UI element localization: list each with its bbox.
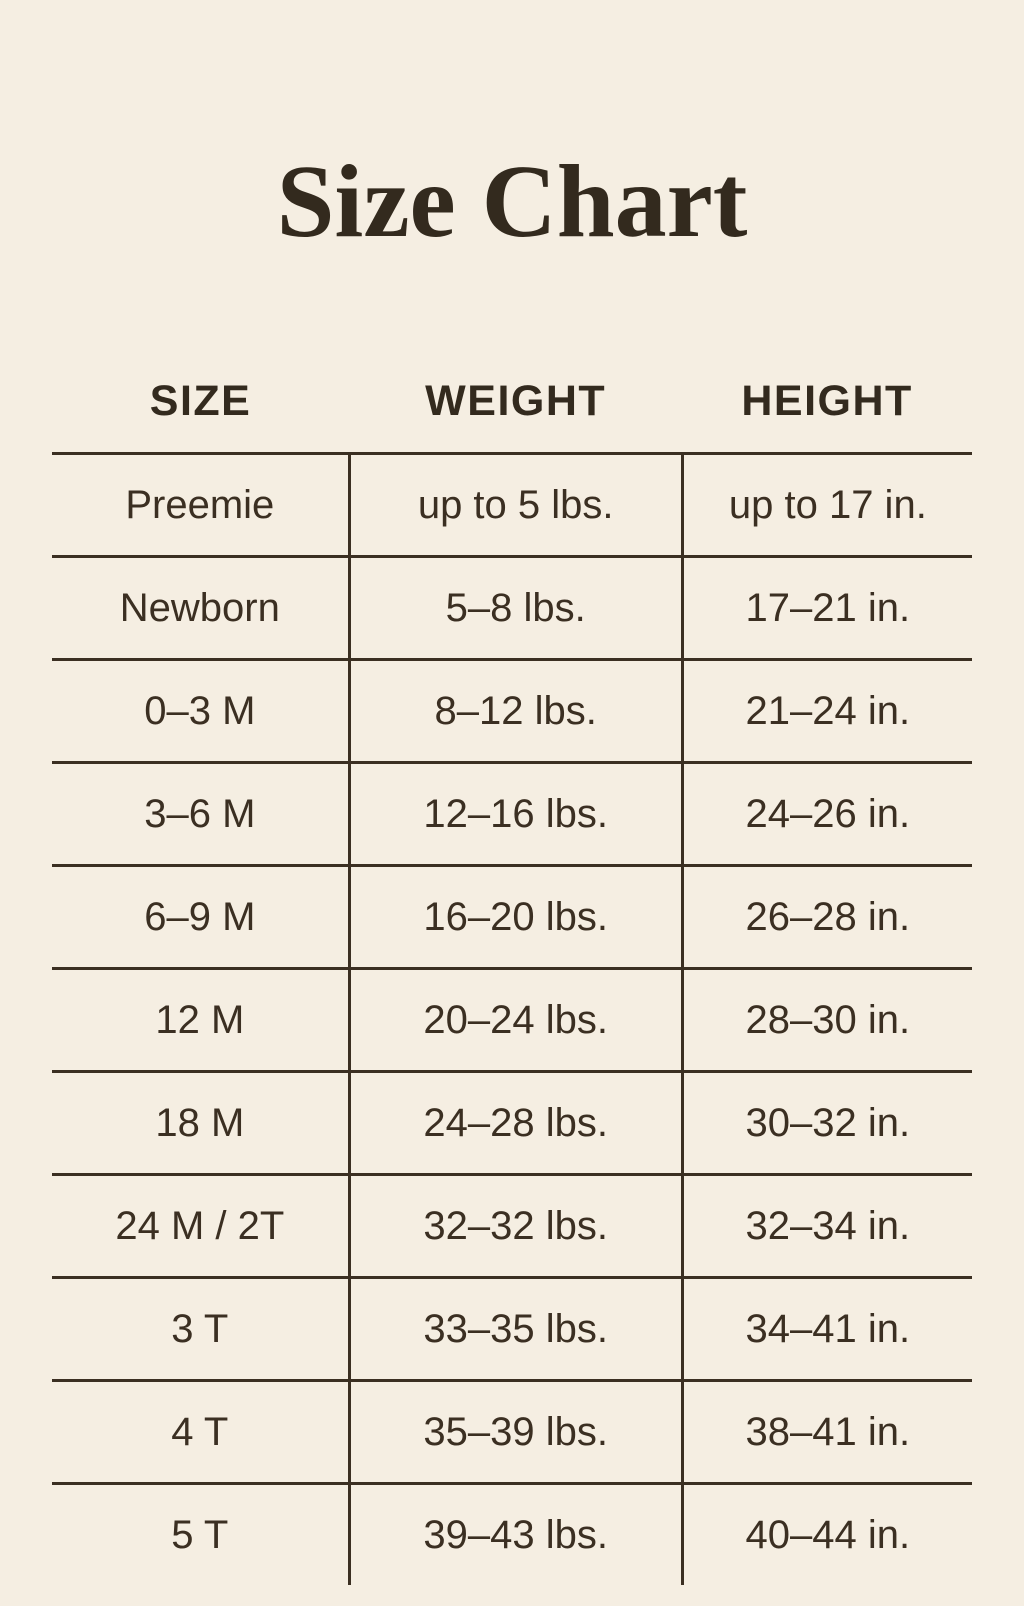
cell-weight xyxy=(349,1278,682,1381)
cell-height xyxy=(682,1381,972,1484)
height-value: 32–34 in. xyxy=(745,1204,911,1249)
cell-height xyxy=(682,1072,972,1175)
size-chart-table xyxy=(52,371,972,1585)
cell-height xyxy=(682,1175,972,1278)
weight-value: 20–24 lbs. xyxy=(423,998,608,1043)
cell-height xyxy=(682,763,972,866)
weight-value: 33–35 lbs. xyxy=(423,1307,608,1352)
table-row xyxy=(52,763,972,866)
cell-weight xyxy=(349,1381,682,1484)
table-row xyxy=(52,1381,972,1484)
cell-weight xyxy=(349,1484,682,1586)
size-value: 6–9 M xyxy=(144,895,256,940)
table-row xyxy=(52,969,972,1072)
height-value: 21–24 in. xyxy=(745,689,911,734)
cell-height xyxy=(682,866,972,969)
page-title: Size Chart xyxy=(276,143,748,259)
size-value: Preemie xyxy=(125,483,275,528)
table-row xyxy=(52,660,972,763)
size-value: 4 T xyxy=(171,1410,229,1455)
cell-size xyxy=(52,557,349,660)
cell-height xyxy=(682,1484,972,1586)
height-value: 17–21 in. xyxy=(745,586,911,631)
height-value: 40–44 in. xyxy=(745,1513,911,1558)
height-value: 38–41 in. xyxy=(745,1410,911,1455)
height-value: 30–32 in. xyxy=(745,1101,911,1146)
column-header-height: HEIGHT xyxy=(741,377,913,426)
table-body xyxy=(52,454,972,1586)
size-value: Newborn xyxy=(119,586,280,631)
column-header-size: SIZE xyxy=(149,377,252,426)
height-value: 26–28 in. xyxy=(745,895,911,940)
cell-size xyxy=(52,1278,349,1381)
cell-size xyxy=(52,1175,349,1278)
size-chart-page xyxy=(0,70,1024,1606)
weight-value: 5–8 lbs. xyxy=(445,586,586,631)
cell-size xyxy=(52,969,349,1072)
cell-weight xyxy=(349,1175,682,1278)
cell-height xyxy=(682,969,972,1072)
column-header-weight: WEIGHT xyxy=(425,377,607,426)
weight-value: 39–43 lbs. xyxy=(423,1513,608,1558)
cell-size xyxy=(52,763,349,866)
height-value: 28–30 in. xyxy=(745,998,911,1043)
size-value: 24 M / 2T xyxy=(115,1204,285,1249)
height-value: 34–41 in. xyxy=(745,1307,911,1352)
size-value: 5 T xyxy=(171,1513,229,1558)
cell-size xyxy=(52,454,349,557)
table-row xyxy=(52,1484,972,1586)
size-value: 18 M xyxy=(155,1101,245,1146)
height-value: up to 17 in. xyxy=(728,483,927,528)
size-value: 3–6 M xyxy=(144,792,256,837)
table-header xyxy=(52,371,972,454)
weight-value: 32–32 lbs. xyxy=(423,1204,608,1249)
size-value: 3 T xyxy=(171,1307,229,1352)
cell-weight xyxy=(349,1072,682,1175)
cell-weight xyxy=(349,557,682,660)
table-row xyxy=(52,557,972,660)
weight-value: 35–39 lbs. xyxy=(423,1410,608,1455)
cell-weight xyxy=(349,866,682,969)
cell-size xyxy=(52,660,349,763)
cell-size xyxy=(52,1072,349,1175)
height-value: 24–26 in. xyxy=(745,792,911,837)
weight-value: 12–16 lbs. xyxy=(423,792,608,837)
cell-weight xyxy=(349,660,682,763)
cell-weight xyxy=(349,763,682,866)
table-row xyxy=(52,1072,972,1175)
table-row xyxy=(52,1175,972,1278)
cell-weight xyxy=(349,969,682,1072)
size-value: 12 M xyxy=(155,998,245,1043)
weight-value: 24–28 lbs. xyxy=(423,1101,608,1146)
cell-weight xyxy=(349,454,682,557)
size-value: 0–3 M xyxy=(144,689,256,734)
table-row xyxy=(52,454,972,557)
weight-value: up to 5 lbs. xyxy=(417,483,614,528)
cell-height xyxy=(682,660,972,763)
header-row xyxy=(52,371,972,454)
cell-size xyxy=(52,1484,349,1586)
table-row xyxy=(52,866,972,969)
cell-height xyxy=(682,1278,972,1381)
weight-value: 8–12 lbs. xyxy=(434,689,597,734)
cell-size xyxy=(52,1381,349,1484)
table-row xyxy=(52,1278,972,1381)
cell-height xyxy=(682,454,972,557)
cell-size xyxy=(52,866,349,969)
weight-value: 16–20 lbs. xyxy=(423,895,608,940)
cell-height xyxy=(682,557,972,660)
size-chart-table-wrapper xyxy=(52,323,972,1585)
